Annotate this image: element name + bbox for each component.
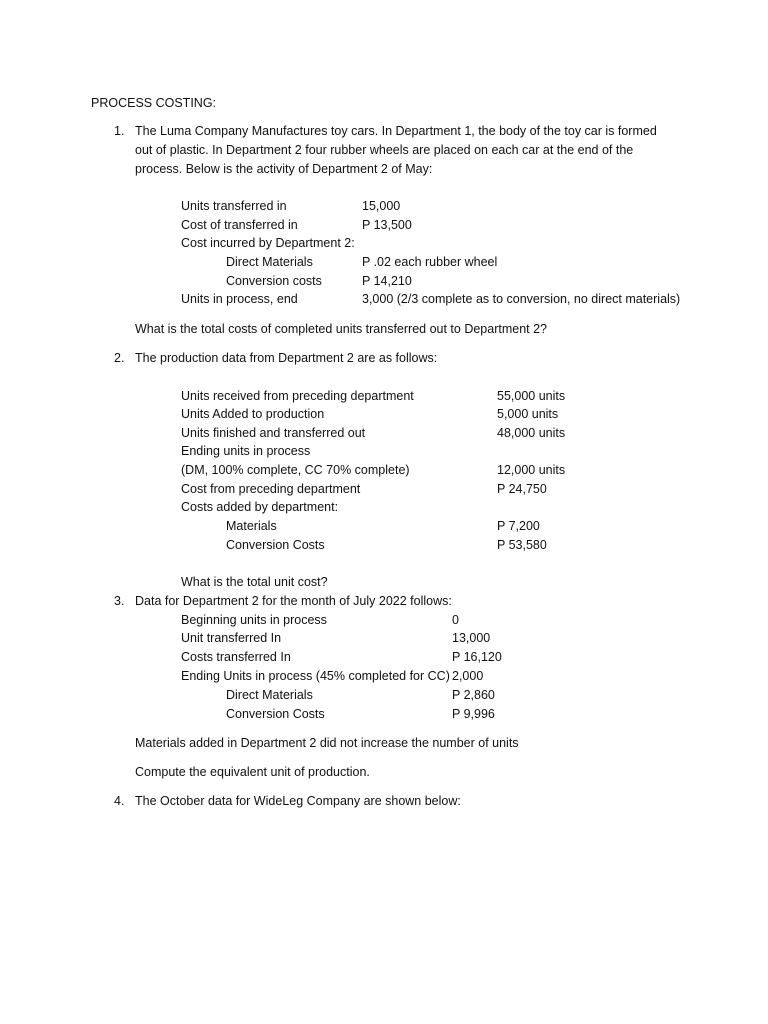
q2-row-label: (DM, 100% complete, CC 70% complete) xyxy=(181,463,410,477)
q2-row-value: P 53,580 xyxy=(497,538,547,552)
q1-row-label: Conversion costs xyxy=(226,274,322,288)
q3-row-value: 2,000 xyxy=(452,669,484,683)
question-1-number: 1. xyxy=(114,124,125,138)
q2-row-value: 48,000 units xyxy=(497,426,566,440)
q3-row-label: Conversion Costs xyxy=(226,707,325,721)
question-3-prompt: Compute the equivalent unit of production. xyxy=(135,765,370,779)
question-4-number: 4. xyxy=(114,794,125,808)
question-2-intro: The production data from Department 2 are as follows: xyxy=(135,351,438,365)
question-3-intro: Data for Department 2 for the month of July 2022 follows: xyxy=(135,594,452,608)
page-heading: PROCESS COSTING: xyxy=(91,96,217,110)
q3-row-label: Costs transferred In xyxy=(181,650,291,664)
question-1-line-3: process. Below is the activity of Department 2 of May: xyxy=(135,162,433,176)
q3-row-label: Ending Units in process (45% completed for CC) xyxy=(181,669,450,683)
q2-row-label: Cost from preceding department xyxy=(181,482,361,496)
q1-row-value: P 13,500 xyxy=(362,218,412,232)
q2-row-value: P 7,200 xyxy=(497,519,540,533)
q3-row-label: Direct Materials xyxy=(226,688,313,702)
q1-row-label: Cost of transferred in xyxy=(181,218,298,232)
q1-row-value: 3,000 (2/3 complete as to conversion, no direct materials) xyxy=(362,292,681,306)
q3-row-value: P 9,996 xyxy=(452,707,495,721)
q3-row-value: 0 xyxy=(452,613,459,627)
q1-row-label: Cost incurred by Department 2: xyxy=(181,236,355,250)
q1-row-value: P .02 each rubber wheel xyxy=(362,255,498,269)
q2-row-label: Ending units in process xyxy=(181,444,311,458)
q2-row-value: 12,000 units xyxy=(497,463,566,477)
q3-row-value: 13,000 xyxy=(452,631,491,645)
question-3-note: Materials added in Department 2 did not increase the number of units xyxy=(135,736,519,750)
q2-row-label: Units Added to production xyxy=(181,407,325,421)
question-1-line-2: out of plastic. In Department 2 four rubber wheels are placed on each car at the end of the xyxy=(135,143,634,157)
q3-row-label: Beginning units in process xyxy=(181,613,327,627)
q2-row-value: 5,000 units xyxy=(497,407,559,421)
q1-row-value: 15,000 xyxy=(362,199,401,213)
q2-row-label: Conversion Costs xyxy=(226,538,325,552)
q1-row-value: P 14,210 xyxy=(362,274,412,288)
question-3-number: 3. xyxy=(114,594,125,608)
question-4-intro: The October data for WideLeg Company are shown below: xyxy=(135,794,461,808)
q2-row-label: Costs added by department: xyxy=(181,500,339,514)
q3-row-value: P 16,120 xyxy=(452,650,502,664)
question-1-line-1: The Luma Company Manufactures toy cars. In Department 1, the body of the toy car is formed xyxy=(135,124,657,138)
q2-row-label: Units finished and transferred out xyxy=(181,426,366,440)
q1-row-label: Units transferred in xyxy=(181,199,287,213)
q3-row-label: Unit transferred In xyxy=(181,631,282,645)
q2-row-label: Materials xyxy=(226,519,277,533)
q1-row-label: Units in process, end xyxy=(181,292,298,306)
q2-row-label: Units received from preceding department xyxy=(181,389,414,403)
q3-row-value: P 2,860 xyxy=(452,688,495,702)
question-2-number: 2. xyxy=(114,351,125,365)
question-2-prompt: What is the total unit cost? xyxy=(181,575,328,589)
q2-row-value: 55,000 units xyxy=(497,389,566,403)
q1-row-label: Direct Materials xyxy=(226,255,313,269)
q2-row-value: P 24,750 xyxy=(497,482,547,496)
question-1-prompt: What is the total costs of completed units transferred out to Department 2? xyxy=(135,322,548,336)
